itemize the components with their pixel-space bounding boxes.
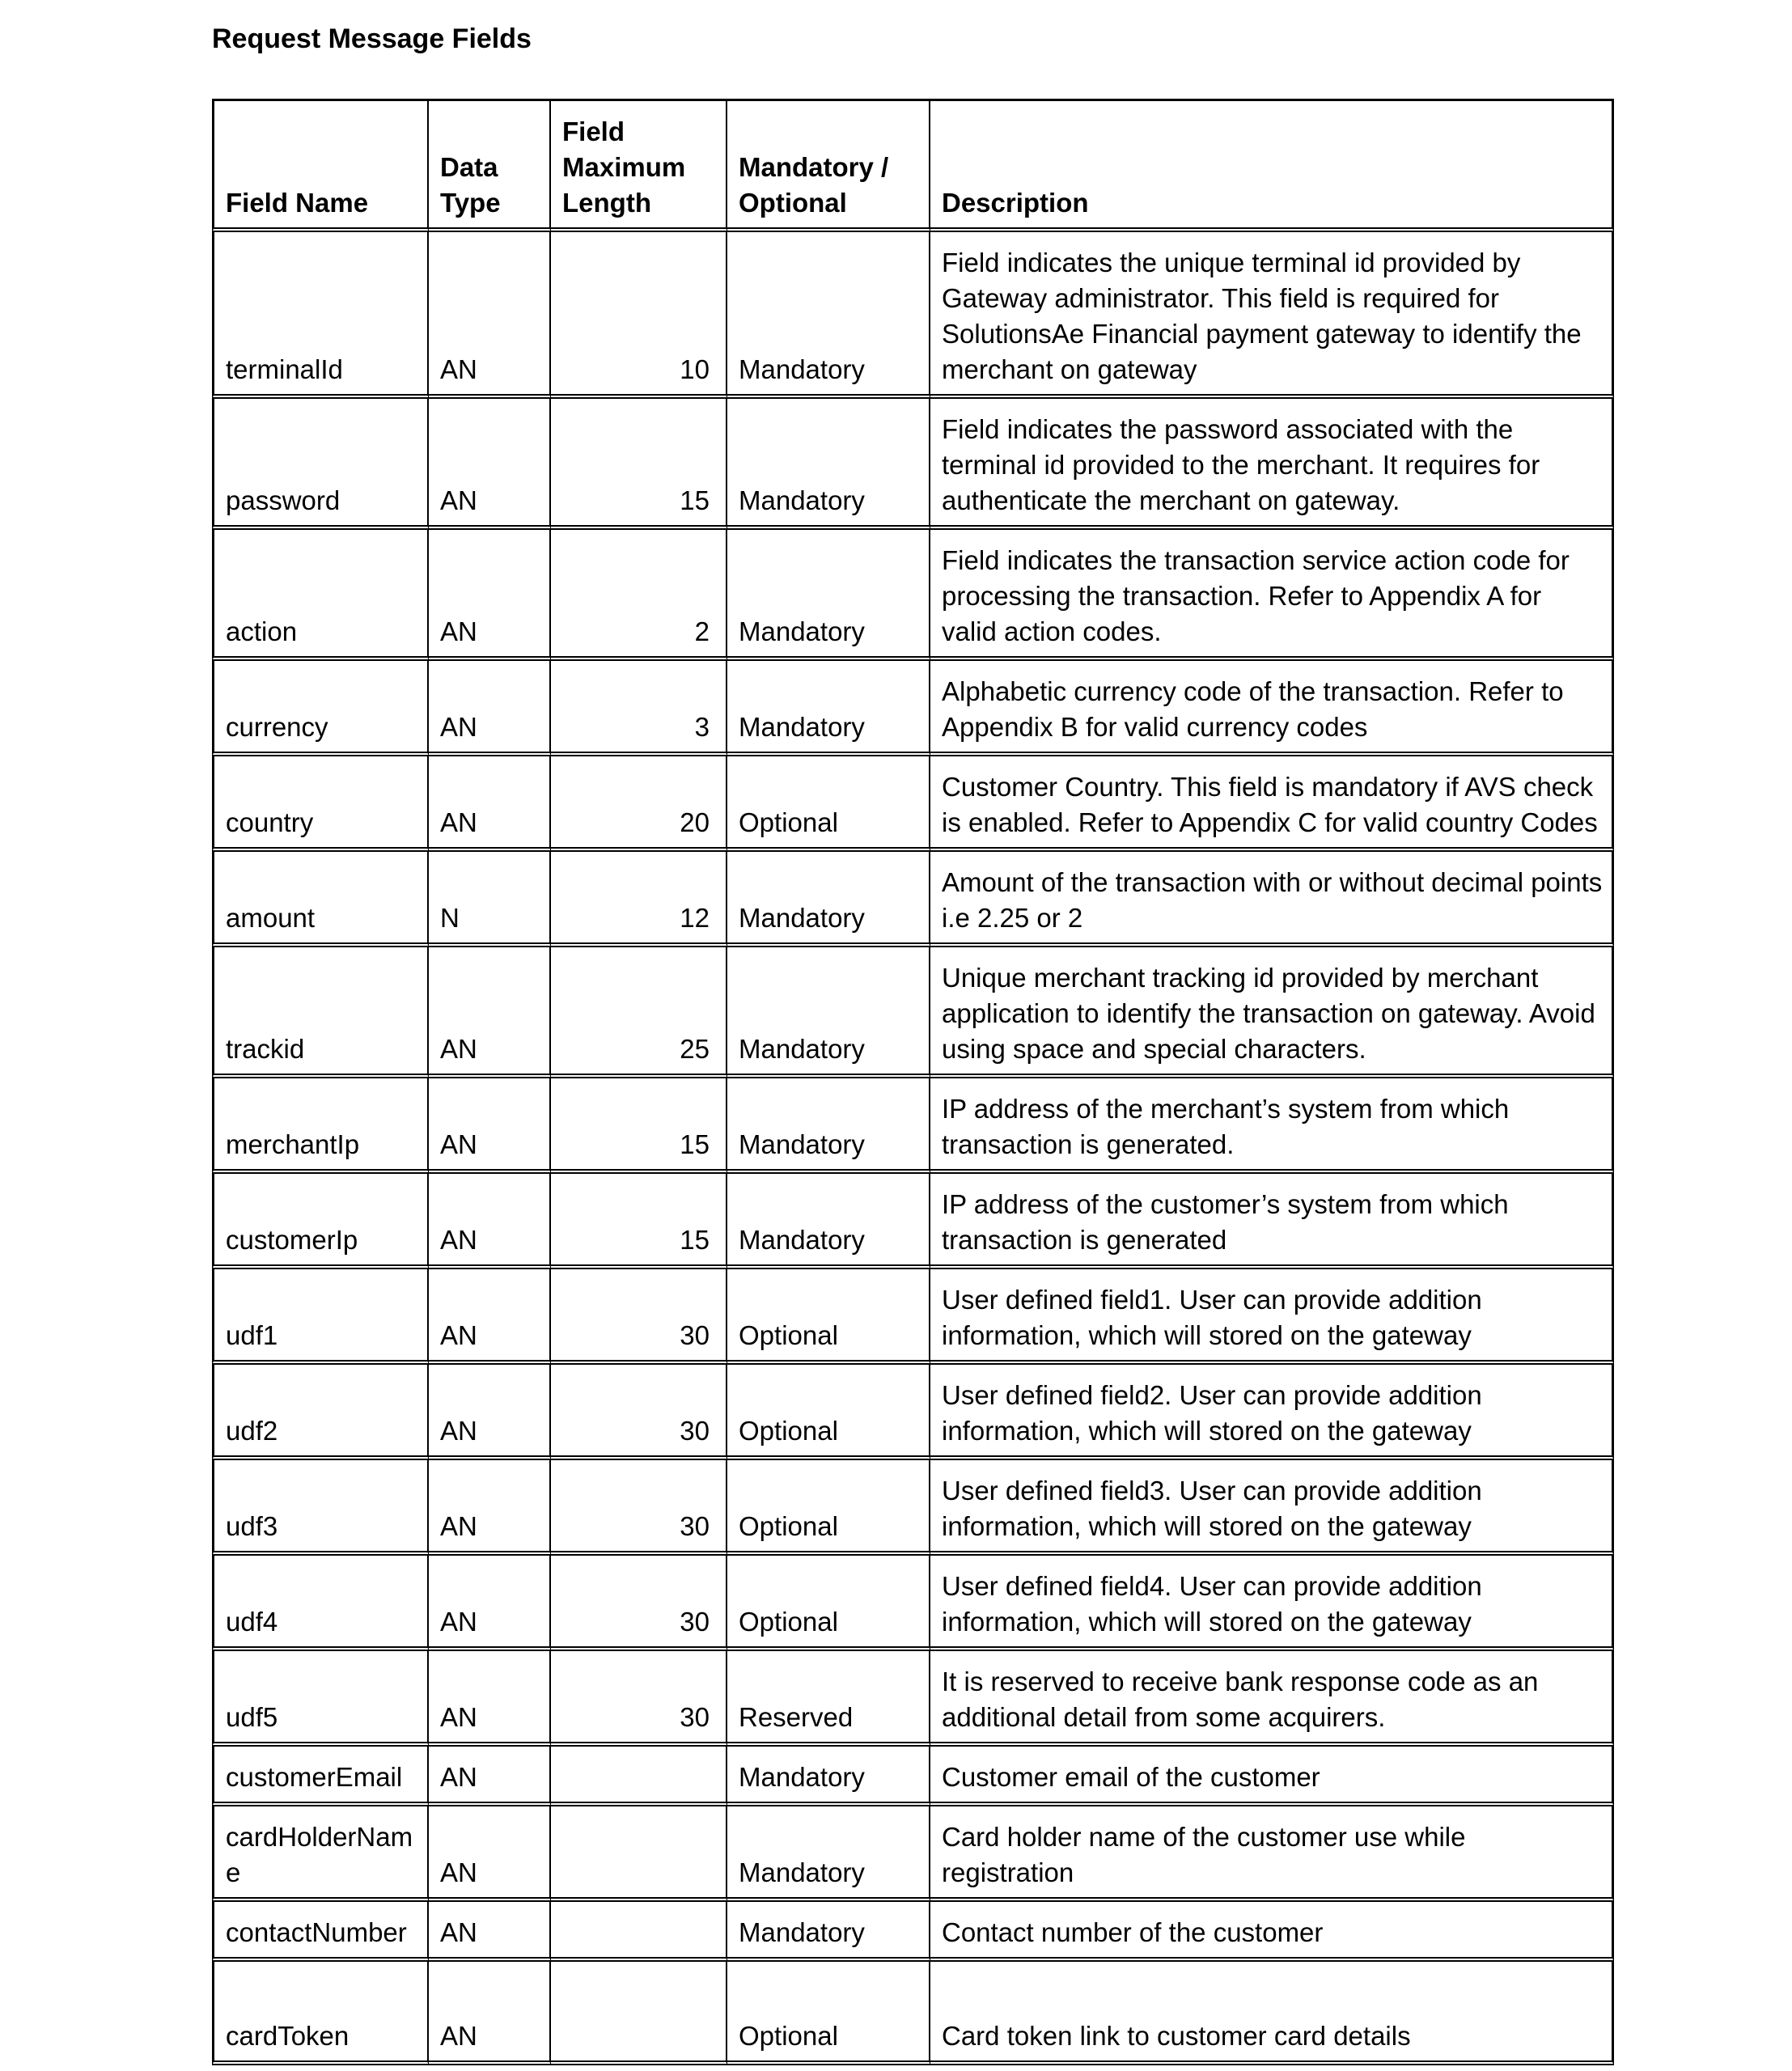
max-length-cell: 15 (551, 1174, 727, 1269)
description-cell: Customer Country. This field is mandatory if AVS check is enabled. Refer to Appendix C for valid country Codes (930, 756, 1614, 852)
table-row (212, 530, 1614, 661)
mandatory-cell: Optional (727, 1460, 930, 1556)
mandatory-cell: Mandatory (727, 1078, 930, 1174)
field-name-cell: currency (212, 661, 429, 756)
field-name-cell: cardHolderName (212, 1806, 429, 1902)
table-row (212, 1078, 1614, 1174)
data-type-cell: AN (429, 1962, 551, 2065)
description-cell: IP address of the merchant’s system from which transaction is generated. (930, 1078, 1614, 1174)
header-row (212, 99, 1614, 232)
table-row (212, 1174, 1614, 1269)
max-length-cell: 30 (551, 1365, 727, 1460)
table-row (212, 756, 1614, 852)
field-name-cell: trackid (212, 947, 429, 1078)
header-mandatory-optional: Mandatory / Optional (727, 99, 930, 232)
data-type-cell: AN (429, 1269, 551, 1365)
max-length-cell (551, 1747, 727, 1806)
mandatory-cell: Mandatory (727, 1806, 930, 1902)
max-length-cell: 15 (551, 399, 727, 530)
description-cell: Alphabetic currency code of the transaction. Refer to Appendix B for valid currency codes (930, 661, 1614, 756)
max-length-cell: 3 (551, 661, 727, 756)
max-length-cell: 30 (551, 1269, 727, 1365)
max-length-cell: 15 (551, 1078, 727, 1174)
data-type-cell: AN (429, 1556, 551, 1651)
header-max-length: Field Maximum Length (551, 99, 727, 232)
data-type-cell: AN (429, 1460, 551, 1556)
field-name-cell: country (212, 756, 429, 852)
field-name-cell: password (212, 399, 429, 530)
data-type-cell: AN (429, 661, 551, 756)
mandatory-cell: Mandatory (727, 852, 930, 947)
description-cell: Card holder name of the customer use while registration (930, 1806, 1614, 1902)
field-name-cell: udf2 (212, 1365, 429, 1460)
mandatory-cell: Mandatory (727, 1902, 930, 1962)
description-cell: Field indicates the password associated with the terminal id provided to the merchant. It requires for authenticate the merchant on gateway. (930, 399, 1614, 530)
table-row (212, 1460, 1614, 1556)
mandatory-cell: Mandatory (727, 947, 930, 1078)
table-row (212, 1365, 1614, 1460)
max-length-cell (551, 1962, 727, 2065)
mandatory-cell: Optional (727, 1365, 930, 1460)
table-row (212, 661, 1614, 756)
table-body (212, 232, 1614, 2065)
table-row (212, 1556, 1614, 1651)
field-name-cell: terminalId (212, 232, 429, 399)
description-cell: Customer email of the customer (930, 1747, 1614, 1806)
data-type-cell: AN (429, 399, 551, 530)
max-length-cell: 30 (551, 1460, 727, 1556)
page-title: Request Message Fields (212, 23, 532, 54)
description-cell: User defined field2. User can provide addition information, which will stored on the gateway (930, 1365, 1614, 1460)
request-message-fields-table (212, 99, 1614, 2065)
table-row (212, 1806, 1614, 1902)
data-type-cell: AN (429, 1902, 551, 1962)
mandatory-cell: Mandatory (727, 1174, 930, 1269)
table-row (212, 1902, 1614, 1962)
description-cell: User defined field1. User can provide addition information, which will stored on the gateway (930, 1269, 1614, 1365)
table-header (212, 99, 1614, 232)
mandatory-cell: Mandatory (727, 530, 930, 661)
mandatory-cell: Mandatory (727, 1747, 930, 1806)
field-name-cell: merchantIp (212, 1078, 429, 1174)
field-name-cell: udf4 (212, 1556, 429, 1651)
mandatory-cell: Mandatory (727, 232, 930, 399)
description-cell: Amount of the transaction with or without decimal points i.e 2.25 or 2 (930, 852, 1614, 947)
description-cell: Contact number of the customer (930, 1902, 1614, 1962)
field-name-cell: customerEmail (212, 1747, 429, 1806)
data-type-cell: AN (429, 1078, 551, 1174)
table-row (212, 232, 1614, 399)
mandatory-cell: Optional (727, 1556, 930, 1651)
table-row (212, 399, 1614, 530)
data-type-cell: AN (429, 1174, 551, 1269)
max-length-cell: 30 (551, 1556, 727, 1651)
field-name-cell: udf5 (212, 1651, 429, 1747)
max-length-cell (551, 1902, 727, 1962)
data-type-cell: AN (429, 947, 551, 1078)
description-cell: User defined field3. User can provide addition information, which will stored on the gateway (930, 1460, 1614, 1556)
table-row (212, 1269, 1614, 1365)
description-cell: Field indicates the unique terminal id provided by Gateway administrator. This field is required for SolutionsAe Financial payment gateway to identify the merchant on gateway (930, 232, 1614, 399)
description-cell: Card token link to customer card details (930, 1962, 1614, 2065)
max-length-cell: 25 (551, 947, 727, 1078)
data-type-cell: N (429, 852, 551, 947)
max-length-cell: 20 (551, 756, 727, 852)
field-name-cell: customerIp (212, 1174, 429, 1269)
max-length-cell: 10 (551, 232, 727, 399)
max-length-cell: 12 (551, 852, 727, 947)
description-cell: User defined field4. User can provide addition information, which will stored on the gateway (930, 1556, 1614, 1651)
field-name-cell: cardToken (212, 1962, 429, 2065)
data-type-cell: AN (429, 756, 551, 852)
table-row (212, 852, 1614, 947)
description-cell: IP address of the customer’s system from which transaction is generated (930, 1174, 1614, 1269)
mandatory-cell: Optional (727, 1962, 930, 2065)
max-length-cell: 2 (551, 530, 727, 661)
header-field-name: Field Name (212, 99, 429, 232)
table-row (212, 1651, 1614, 1747)
table-row (212, 1962, 1614, 2065)
header-data-type: Data Type (429, 99, 551, 232)
table-row (212, 947, 1614, 1078)
data-type-cell: AN (429, 1651, 551, 1747)
data-type-cell: AN (429, 1806, 551, 1902)
data-type-cell: AN (429, 232, 551, 399)
field-name-cell: amount (212, 852, 429, 947)
description-cell: Field indicates the transaction service action code for processing the transaction. Refer to Appendix A for valid action codes. (930, 530, 1614, 661)
mandatory-cell: Mandatory (727, 399, 930, 530)
mandatory-cell: Optional (727, 756, 930, 852)
data-type-cell: AN (429, 1747, 551, 1806)
mandatory-cell: Mandatory (727, 661, 930, 756)
field-name-cell: udf1 (212, 1269, 429, 1365)
field-name-cell: udf3 (212, 1460, 429, 1556)
data-type-cell: AN (429, 1365, 551, 1460)
data-type-cell: AN (429, 530, 551, 661)
table-row (212, 1747, 1614, 1806)
description-cell: Unique merchant tracking id provided by merchant application to identify the transaction on gateway. Avoid using space and special characters. (930, 947, 1614, 1078)
field-name-cell: action (212, 530, 429, 661)
description-cell: It is reserved to receive bank response code as an additional detail from some acquirers. (930, 1651, 1614, 1747)
mandatory-cell: Reserved (727, 1651, 930, 1747)
max-length-cell: 30 (551, 1651, 727, 1747)
max-length-cell (551, 1806, 727, 1902)
mandatory-cell: Optional (727, 1269, 930, 1365)
field-name-cell: contactNumber (212, 1902, 429, 1962)
header-description: Description (930, 99, 1614, 232)
